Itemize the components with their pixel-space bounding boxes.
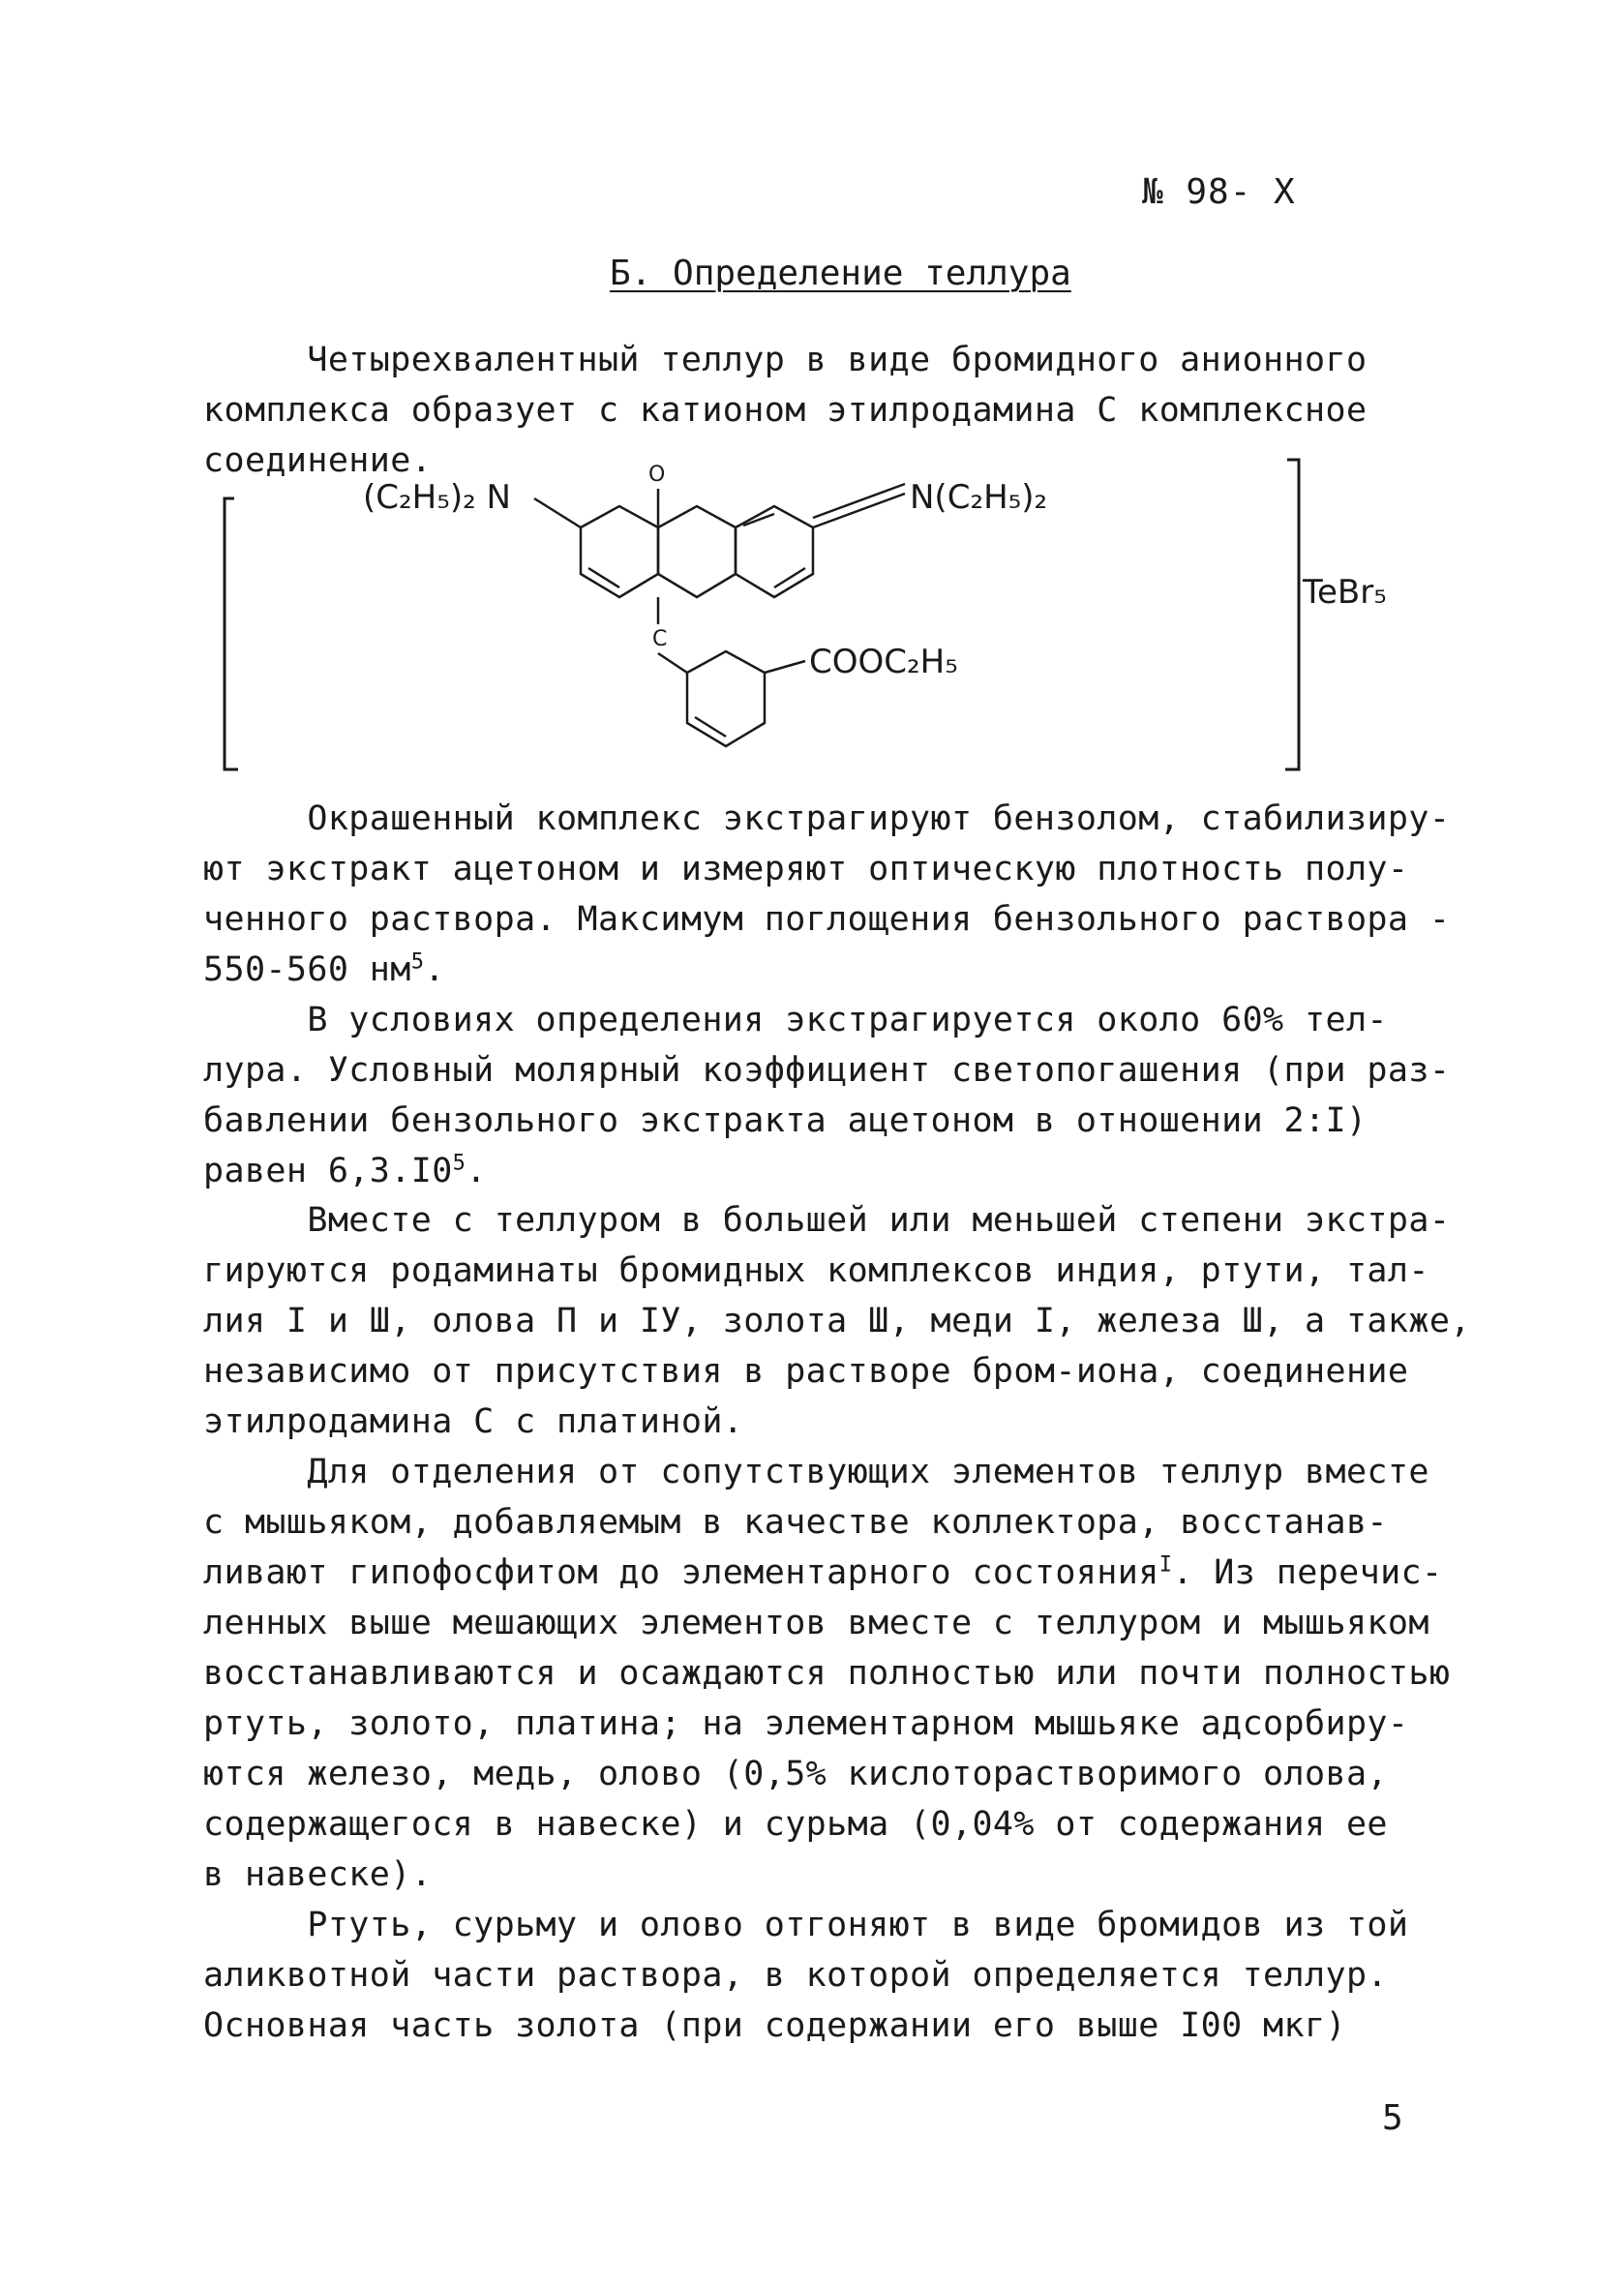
text-line-end: . xyxy=(424,950,445,989)
oxygen-atom: O xyxy=(648,463,666,487)
text-line: содержащегося в навеске) и сурьма (0,04% от содержания ее xyxy=(203,1805,1388,1844)
text-line: соединение. xyxy=(203,441,433,480)
text-line: Основная часть золота (при содержании его выше I00 мкг) xyxy=(203,2006,1346,2045)
chemical-formula xyxy=(194,440,1452,789)
text-line: в навеске). xyxy=(203,1855,433,1894)
text-line: лура. Условный молярный коэффициент светопогашения (при раз- xyxy=(203,1051,1451,1090)
paragraph-5 xyxy=(203,1447,1452,1900)
left-bracket xyxy=(225,498,238,769)
text-line: ливают гипофосфитом до элементарного состояния xyxy=(203,1553,1159,1592)
superscript: 5 xyxy=(452,1151,466,1176)
superscript: 5 xyxy=(410,949,425,975)
text-line: комплекса образует с катионом этилродамина С комплексное xyxy=(203,391,1368,430)
page-number: 5 xyxy=(1382,2098,1403,2138)
text-line: ртуть, золото, платина; на элементарном мышьяке адсорбиру- xyxy=(203,1704,1409,1743)
text-line: ленных выше мешающих элементов вместе с теллуром и мышьяком xyxy=(203,1604,1429,1642)
central-carbon: C xyxy=(652,627,668,651)
formula-structure xyxy=(194,440,1452,789)
text-line: Для отделения от сопутствующих элементов теллур вместе xyxy=(203,1453,1429,1491)
left-ring xyxy=(581,506,658,597)
text-line-end: . Из перечис- xyxy=(1172,1553,1443,1592)
center-ring xyxy=(658,506,736,597)
text-line: равен 6,3.I0 xyxy=(203,1152,453,1190)
paragraph-4 xyxy=(203,1195,1471,1447)
lower-ring xyxy=(687,651,765,746)
right-bracket xyxy=(1285,460,1299,769)
text-line: Вместе с теллуром в большей или меньшей степени экстра- xyxy=(203,1201,1451,1240)
text-line: аликвотной части раствора, в которой определяется теллур. xyxy=(203,1956,1388,1995)
section-title-text: Б. Определение теллура xyxy=(610,254,1071,293)
text-line: ют экстракт ацетоном и измеряют оптическую плотность полу- xyxy=(203,850,1409,888)
text-line: Окрашенный комплекс экстрагируют бензолом, стабилизиру- xyxy=(203,799,1451,838)
text-line: ченного раствора. Максимум поглощения бензольного раствора - xyxy=(203,900,1451,939)
text-line: независимо от присутствия в растворе бром-иона, соединение xyxy=(203,1352,1409,1391)
right-ring xyxy=(736,506,813,597)
text-line: 550-560 нм xyxy=(203,950,411,989)
text-line: Ртуть, сурьму и олово отгоняют в виде бромидов из той xyxy=(203,1906,1409,1944)
text-line: Четырехвалентный теллур в виде бромидного анионного xyxy=(203,341,1368,379)
paragraph-2 xyxy=(203,794,1452,995)
text-line: лия I и Ш, олова П и IУ, золота Ш, меди I, железа Ш, а также, xyxy=(203,1302,1471,1340)
paragraph-6 xyxy=(203,1900,1452,2051)
text-line: этилродамина С с платиной. xyxy=(203,1402,744,1441)
text-line: бавлении бензольного экстракта ацетоном в отношении 2:I) xyxy=(203,1101,1368,1140)
ester-group: COOC₂H₅ xyxy=(809,643,958,681)
anion-label: TeBr₅ xyxy=(1303,573,1387,612)
section-title xyxy=(610,254,1071,293)
text-line: восстанавливаются и осаждаются полностью или почти полностью xyxy=(203,1654,1451,1693)
paragraph-3 xyxy=(203,995,1452,1196)
text-line: ются железо, медь, олово (0,5% кислоторастворимого олова, xyxy=(203,1755,1388,1793)
text-line: В условиях определения экстрагируется около 60% тел- xyxy=(203,1001,1388,1039)
document-number: № 98- X xyxy=(1142,172,1296,212)
text-line-end: . xyxy=(466,1152,487,1190)
text-line: с мышьяком, добавляемым в качестве коллектора, восстанав- xyxy=(203,1503,1388,1542)
superscript: I xyxy=(1158,1552,1173,1578)
left-amine-group: (C₂H₅)₂ N xyxy=(363,478,511,517)
text-line: гируются родаминаты бромидных комплексов индия, ртути, тал- xyxy=(203,1251,1429,1290)
right-amine-group: N(C₂H₅)₂ xyxy=(910,478,1048,517)
